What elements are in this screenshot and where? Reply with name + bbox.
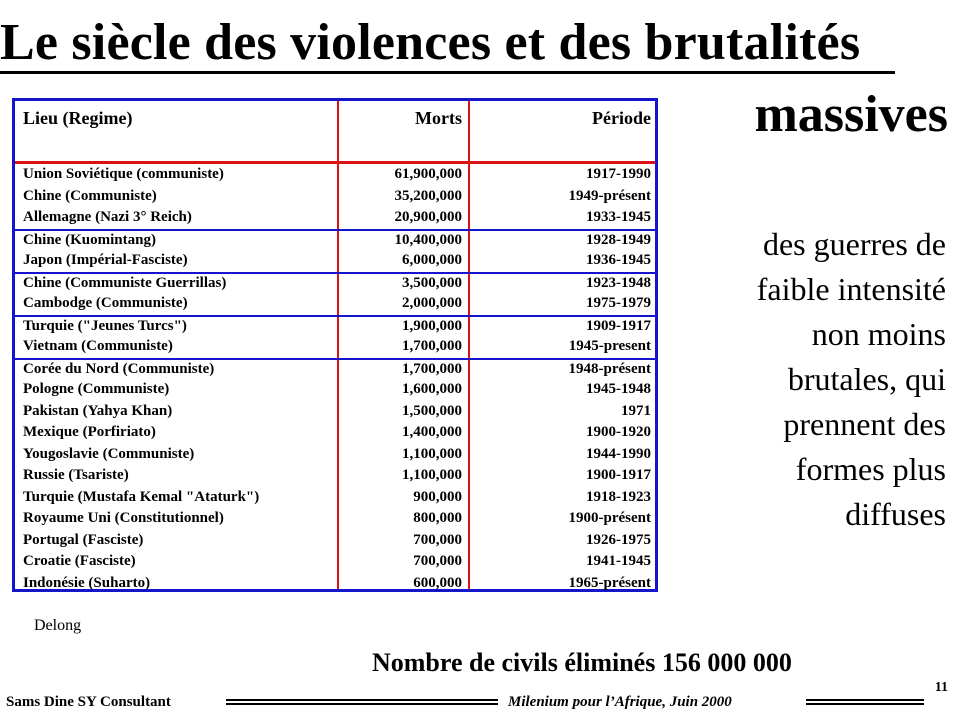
cell-periode: 1923-1948 bbox=[586, 274, 651, 291]
footer-middle: Milenium pour l’Afrique, Juin 2000 bbox=[508, 694, 732, 710]
cell-lieu: Russie (Tsariste) bbox=[23, 467, 129, 483]
cell-lieu: Portugal (Fasciste) bbox=[23, 531, 144, 548]
table-row bbox=[15, 358, 655, 380]
cell-periode: 1965-présent bbox=[568, 574, 651, 591]
cell-periode: 1900-1920 bbox=[586, 424, 651, 440]
cell-periode: 1949-présent bbox=[568, 187, 651, 204]
cell-morts: 900,000 bbox=[413, 488, 462, 505]
cell-morts: 1,400,000 bbox=[402, 424, 462, 440]
table-row bbox=[15, 530, 655, 552]
cell-periode: 1948-présent bbox=[568, 360, 651, 377]
cell-morts: 1,100,000 bbox=[402, 445, 462, 462]
cell-lieu: Vietnam (Communiste) bbox=[23, 338, 173, 354]
cell-lieu: Yougoslavie (Communiste) bbox=[23, 445, 195, 462]
cell-morts: 1,900,000 bbox=[402, 317, 462, 334]
cell-lieu: Japon (Impérial-Fasciste) bbox=[23, 252, 188, 268]
table-row bbox=[15, 229, 655, 251]
cell-periode: 1945-1948 bbox=[586, 381, 651, 397]
cell-lieu: Indonésie (Suharto) bbox=[23, 574, 151, 591]
cell-morts: 2,000,000 bbox=[402, 295, 462, 311]
slide-title: Le siècle des violences et des brutalités bbox=[0, 14, 861, 71]
cell-periode: 1900-1917 bbox=[586, 467, 651, 483]
table-row bbox=[15, 508, 655, 530]
cell-lieu: Cambodge (Communiste) bbox=[23, 295, 188, 311]
table-row bbox=[15, 487, 655, 509]
cell-lieu: Croatie (Fasciste) bbox=[23, 553, 136, 569]
slide-subtitle: massives bbox=[754, 86, 948, 143]
source-label: Delong bbox=[34, 617, 82, 634]
header-periode: Période bbox=[592, 108, 651, 128]
cell-periode: 1909-1917 bbox=[586, 317, 651, 334]
table-row bbox=[15, 422, 655, 444]
cell-periode: 1917-1990 bbox=[586, 166, 651, 182]
footer-left: Sams Dine SY Consultant bbox=[6, 694, 171, 710]
cell-morts: 3,500,000 bbox=[402, 274, 462, 291]
table-row bbox=[15, 444, 655, 466]
header-morts: Morts bbox=[415, 108, 462, 128]
cell-periode: 1945-present bbox=[568, 338, 651, 354]
cell-periode: 1900-présent bbox=[568, 510, 651, 526]
cell-lieu: Chine (Kuomintang) bbox=[23, 231, 156, 248]
cell-morts: 1,600,000 bbox=[402, 381, 462, 397]
footer-rule bbox=[226, 699, 498, 708]
cell-periode: 1918-1923 bbox=[586, 488, 651, 505]
cell-lieu: Pologne (Communiste) bbox=[23, 381, 170, 397]
cell-lieu: Corée du Nord (Communiste) bbox=[23, 360, 215, 377]
cell-periode: 1975-1979 bbox=[586, 295, 651, 311]
cell-morts: 1,700,000 bbox=[402, 338, 462, 354]
cell-periode: 1933-1945 bbox=[586, 209, 651, 225]
cell-lieu: Mexique (Porfiriato) bbox=[23, 424, 156, 440]
cell-lieu: Turquie ("Jeunes Turcs") bbox=[23, 317, 187, 334]
table-row bbox=[15, 186, 655, 208]
side-text: des guerres de faible intensité non moins brutales, qui prennent des formes plus diffuses bbox=[756, 226, 946, 532]
cell-morts: 61,900,000 bbox=[394, 166, 462, 182]
cell-lieu: Allemagne (Nazi 3° Reich) bbox=[23, 209, 192, 225]
cell-morts: 600,000 bbox=[413, 574, 462, 591]
table-row bbox=[15, 293, 655, 315]
cell-morts: 20,900,000 bbox=[394, 209, 462, 225]
cell-morts: 700,000 bbox=[413, 553, 462, 569]
total-civilians: Nombre de civils éliminés 156 000 000 bbox=[372, 648, 792, 677]
cell-morts: 1,700,000 bbox=[402, 360, 462, 377]
cell-morts: 10,400,000 bbox=[394, 231, 462, 248]
header-lieu: Lieu (Regime) bbox=[23, 108, 133, 128]
table-row bbox=[15, 573, 655, 595]
table-row bbox=[15, 250, 655, 272]
cell-morts: 1,500,000 bbox=[402, 402, 462, 419]
table-row bbox=[15, 336, 655, 358]
table-row bbox=[15, 315, 655, 337]
page-number: 11 bbox=[934, 680, 948, 695]
table-row bbox=[15, 207, 655, 229]
title-underline bbox=[0, 71, 895, 74]
table-row bbox=[15, 379, 655, 401]
table-row bbox=[15, 551, 655, 573]
table-row bbox=[15, 401, 655, 423]
cell-periode: 1926-1975 bbox=[586, 531, 651, 548]
cell-lieu: Chine (Communiste) bbox=[23, 187, 157, 204]
cell-morts: 6,000,000 bbox=[402, 252, 462, 268]
footer bbox=[0, 694, 960, 720]
cell-lieu: Chine (Communiste Guerrillas) bbox=[23, 274, 227, 291]
table-header bbox=[15, 101, 655, 164]
cell-periode: 1971 bbox=[621, 402, 651, 419]
table-row bbox=[15, 465, 655, 487]
cell-morts: 700,000 bbox=[413, 531, 462, 548]
table-row bbox=[15, 164, 655, 186]
cell-lieu: Turquie (Mustafa Kemal "Ataturk") bbox=[23, 488, 260, 505]
cell-periode: 1944-1990 bbox=[586, 445, 651, 462]
cell-lieu: Pakistan (Yahya Khan) bbox=[23, 402, 173, 419]
cell-periode: 1928-1949 bbox=[586, 231, 651, 248]
cell-morts: 35,200,000 bbox=[394, 187, 462, 204]
deaths-table bbox=[12, 98, 658, 592]
table-body bbox=[15, 164, 655, 594]
cell-lieu: Union Soviétique (communiste) bbox=[23, 166, 224, 182]
cell-morts: 800,000 bbox=[413, 510, 462, 526]
cell-periode: 1941-1945 bbox=[586, 553, 651, 569]
table-row bbox=[15, 272, 655, 294]
cell-morts: 1,100,000 bbox=[402, 467, 462, 483]
footer-rule bbox=[806, 699, 924, 708]
cell-lieu: Royaume Uni (Constitutionnel) bbox=[23, 510, 224, 526]
cell-periode: 1936-1945 bbox=[586, 252, 651, 268]
